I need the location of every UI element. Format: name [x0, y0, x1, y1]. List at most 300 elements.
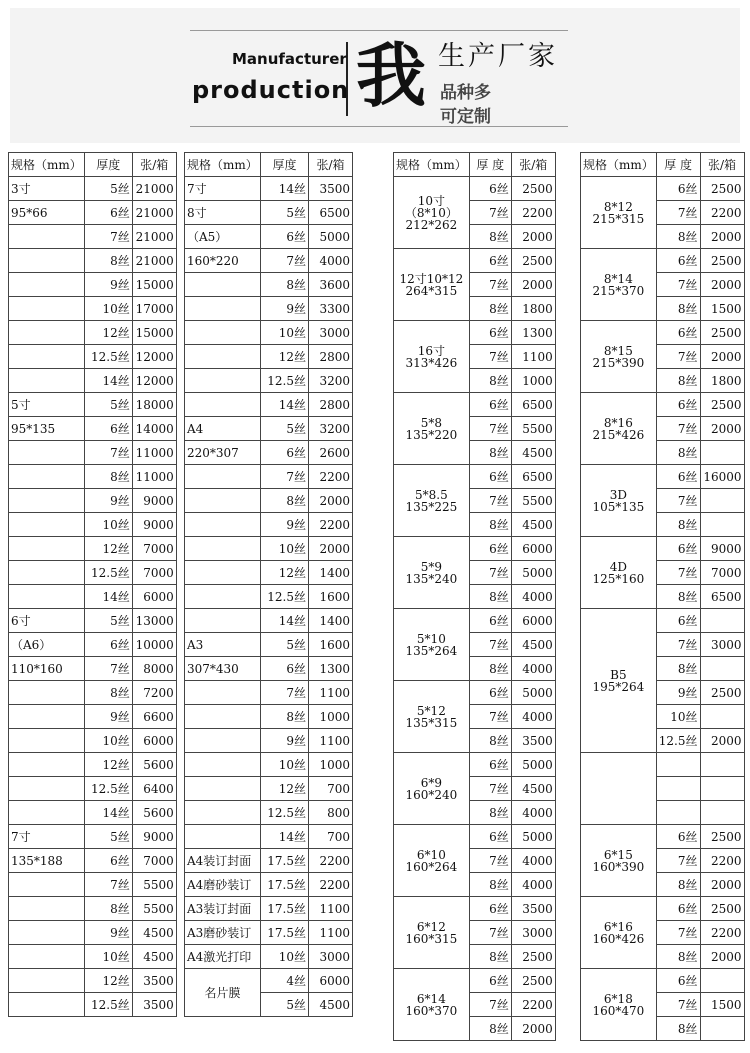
- header-qty: 张/箱: [309, 153, 353, 177]
- qty-cell: [700, 705, 744, 729]
- table-header-row: [185, 153, 353, 177]
- spec-line: 8*12: [603, 199, 633, 214]
- table-row: [9, 249, 177, 273]
- table-row: [9, 537, 177, 561]
- header-thickness: 厚度: [261, 153, 309, 177]
- thickness-cell: 7丝: [656, 201, 700, 225]
- spec-cell: [185, 465, 261, 489]
- thickness-cell: 8丝: [656, 369, 700, 393]
- thickness-cell: 10丝: [84, 513, 132, 537]
- qty-cell: 1300: [511, 321, 555, 345]
- qty-cell: 700: [309, 777, 353, 801]
- spec-cell: [581, 465, 657, 537]
- table-row: [185, 729, 353, 753]
- table-row: [185, 657, 353, 681]
- thickness-cell: 6丝: [469, 177, 511, 201]
- qty-cell: 4000: [511, 705, 555, 729]
- table-row: [394, 969, 556, 993]
- spec-cell: [9, 465, 85, 489]
- qty-cell: 3500: [309, 177, 353, 201]
- spec-cell: [394, 249, 470, 321]
- qty-cell: 6500: [511, 465, 555, 489]
- spec-line: 10寸: [417, 193, 446, 208]
- table-row: [185, 177, 353, 201]
- qty-cell: 2200: [700, 201, 744, 225]
- qty-cell: [700, 969, 744, 993]
- spec-cell: [394, 321, 470, 393]
- thickness-cell: 9丝: [261, 729, 309, 753]
- table-row: [185, 945, 353, 969]
- qty-cell: 1800: [700, 369, 744, 393]
- thickness-cell: 5丝: [84, 393, 132, 417]
- thickness-cell: 7丝: [656, 633, 700, 657]
- thickness-cell: 8丝: [261, 489, 309, 513]
- thickness-cell: 6丝: [84, 849, 132, 873]
- spec-cell: [9, 873, 85, 897]
- thickness-cell: 12.5丝: [261, 369, 309, 393]
- table-row: [9, 897, 177, 921]
- thickness-cell: 9丝: [261, 513, 309, 537]
- table-row: [185, 633, 353, 657]
- qty-cell: 3500: [511, 729, 555, 753]
- spec-cell: [185, 825, 261, 849]
- qty-cell: 3200: [309, 417, 353, 441]
- thickness-cell: 6丝: [656, 321, 700, 345]
- spec-cell: [9, 585, 85, 609]
- qty-cell: 1100: [511, 345, 555, 369]
- qty-cell: 2500: [700, 177, 744, 201]
- thickness-cell: 8丝: [84, 897, 132, 921]
- thickness-cell: 12.5丝: [84, 777, 132, 801]
- table-row: [9, 393, 177, 417]
- thickness-cell: 7丝: [469, 633, 511, 657]
- spec-line: 5*10: [416, 631, 446, 646]
- spec-line: 215*315: [592, 211, 645, 226]
- qty-cell: 1400: [309, 561, 353, 585]
- spec-cell: [9, 921, 85, 945]
- spec-line: 160*426: [592, 931, 645, 946]
- qty-cell: 1000: [511, 369, 555, 393]
- table-row: [9, 969, 177, 993]
- table-row: [185, 705, 353, 729]
- thickness-cell: 6丝: [469, 969, 511, 993]
- thickness-cell: 7丝: [656, 993, 700, 1017]
- spec-cell: [394, 609, 470, 681]
- thickness-cell: 10丝: [261, 945, 309, 969]
- spec-table-3: [393, 152, 556, 1041]
- qty-cell: 3000: [309, 321, 353, 345]
- spec-line: 5*9: [420, 559, 443, 574]
- table-row: [9, 921, 177, 945]
- qty-cell: 14000: [132, 417, 176, 441]
- spec-cell: 307*430: [185, 657, 261, 681]
- thickness-cell: 6丝: [84, 633, 132, 657]
- spec-cell: [9, 489, 85, 513]
- thickness-cell: 14丝: [84, 585, 132, 609]
- thickness-cell: 6丝: [469, 897, 511, 921]
- thickness-cell: 8丝: [84, 465, 132, 489]
- qty-cell: 11000: [132, 465, 176, 489]
- thickness-cell: 7丝: [656, 561, 700, 585]
- table-row: [185, 897, 353, 921]
- spec-line: 8*16: [603, 415, 633, 430]
- thickness-cell: 17.5丝: [261, 849, 309, 873]
- qty-cell: [700, 513, 744, 537]
- qty-cell: 21000: [132, 201, 176, 225]
- spec-line: 6*14: [416, 991, 446, 1006]
- spec-cell: [9, 513, 85, 537]
- table-row: [394, 393, 556, 417]
- qty-cell: 4000: [511, 657, 555, 681]
- thickness-cell: 7丝: [261, 681, 309, 705]
- spec-line: 3D: [609, 487, 628, 502]
- qty-cell: 18000: [132, 393, 176, 417]
- spec-line: B5: [610, 667, 627, 682]
- qty-cell: [700, 489, 744, 513]
- spec-cell: [9, 729, 85, 753]
- spec-cell: [581, 321, 657, 393]
- thickness-cell: 8丝: [469, 441, 511, 465]
- thickness-cell: 8丝: [656, 945, 700, 969]
- spec-cell: [9, 249, 85, 273]
- table-row: [9, 273, 177, 297]
- qty-cell: 2500: [511, 945, 555, 969]
- table-row: [185, 489, 353, 513]
- thickness-cell: 5丝: [261, 993, 309, 1017]
- qty-cell: 7000: [700, 561, 744, 585]
- table-row: [581, 609, 745, 633]
- qty-cell: 7000: [132, 561, 176, 585]
- table-row: [185, 297, 353, 321]
- table-row: [394, 753, 556, 777]
- qty-cell: 6500: [309, 201, 353, 225]
- thickness-cell: 6丝: [469, 465, 511, 489]
- table-row: [394, 177, 556, 201]
- thickness-cell: 17.5丝: [261, 921, 309, 945]
- thickness-cell: 8丝: [656, 873, 700, 897]
- qty-cell: 1100: [309, 897, 353, 921]
- thickness-cell: 7丝: [84, 441, 132, 465]
- qty-cell: 5500: [511, 489, 555, 513]
- table-row: [394, 609, 556, 633]
- qty-cell: 1100: [309, 681, 353, 705]
- qty-cell: 700: [309, 825, 353, 849]
- qty-cell: 3200: [309, 369, 353, 393]
- thickness-cell: 9丝: [84, 273, 132, 297]
- qty-cell: 4000: [511, 873, 555, 897]
- qty-cell: 2800: [309, 345, 353, 369]
- qty-cell: 1300: [309, 657, 353, 681]
- spec-line: 6*15: [603, 847, 633, 862]
- qty-cell: 1800: [511, 297, 555, 321]
- spec-line: 6*16: [603, 919, 633, 934]
- spec-cell: [9, 369, 85, 393]
- table-row: [394, 465, 556, 489]
- spec-cell: 名片膜: [185, 969, 261, 1017]
- spec-cell: A4装订封面: [185, 849, 261, 873]
- thickness-cell: 5丝: [261, 417, 309, 441]
- qty-cell: [700, 1017, 744, 1041]
- qty-cell: 2200: [309, 465, 353, 489]
- qty-cell: 4000: [511, 849, 555, 873]
- qty-cell: 4000: [309, 249, 353, 273]
- qty-cell: 2200: [511, 993, 555, 1017]
- table-row: [9, 417, 177, 441]
- table-row: [9, 633, 177, 657]
- thickness-cell: 6丝: [656, 249, 700, 273]
- qty-cell: 6000: [132, 729, 176, 753]
- table-row: [581, 393, 745, 417]
- spec-cell: （A5）: [185, 225, 261, 249]
- qty-cell: 4500: [511, 777, 555, 801]
- table-row: [185, 777, 353, 801]
- thickness-cell: 7丝: [656, 345, 700, 369]
- thickness-cell: 6丝: [656, 177, 700, 201]
- table-row: [185, 537, 353, 561]
- spec-line: 215*370: [592, 283, 645, 298]
- header-top-rule: [190, 30, 568, 31]
- table-row: [9, 321, 177, 345]
- qty-cell: 5600: [132, 753, 176, 777]
- qty-cell: 3500: [132, 969, 176, 993]
- thickness-cell: 9丝: [84, 921, 132, 945]
- qty-cell: 1000: [309, 753, 353, 777]
- spec-cell: [581, 609, 657, 753]
- spec-cell: [9, 681, 85, 705]
- qty-cell: 2200: [309, 873, 353, 897]
- qty-cell: 1600: [309, 585, 353, 609]
- qty-cell: 15000: [132, 273, 176, 297]
- thickness-cell: 14丝: [84, 801, 132, 825]
- thickness-cell: 5丝: [261, 633, 309, 657]
- thickness-cell: 12.5丝: [261, 801, 309, 825]
- spec-table-1: [8, 152, 177, 1017]
- thickness-cell: 6丝: [656, 393, 700, 417]
- thickness-cell: 10丝: [656, 705, 700, 729]
- thickness-cell: 7丝: [469, 201, 511, 225]
- thickness-cell: [656, 801, 700, 825]
- qty-cell: 7000: [132, 849, 176, 873]
- table-row: [185, 585, 353, 609]
- qty-cell: 3600: [309, 273, 353, 297]
- thickness-cell: 12丝: [84, 753, 132, 777]
- thickness-cell: 12丝: [261, 777, 309, 801]
- qty-cell: 2500: [511, 177, 555, 201]
- thickness-cell: 10丝: [84, 945, 132, 969]
- table-row: [185, 681, 353, 705]
- table-row: [185, 561, 353, 585]
- spec-cell: [581, 969, 657, 1041]
- thickness-cell: 6丝: [656, 969, 700, 993]
- qty-cell: 6500: [700, 585, 744, 609]
- thickness-cell: 17.5丝: [261, 897, 309, 921]
- qty-cell: 2500: [700, 897, 744, 921]
- thickness-cell: 7丝: [469, 273, 511, 297]
- spec-cell: [185, 705, 261, 729]
- qty-cell: 8000: [132, 657, 176, 681]
- spec-line: 4D: [609, 559, 628, 574]
- header-big-char: 我: [356, 35, 426, 117]
- thickness-cell: 9丝: [84, 489, 132, 513]
- qty-cell: 2600: [309, 441, 353, 465]
- header-thickness: 厚度: [84, 153, 132, 177]
- qty-cell: 6500: [511, 393, 555, 417]
- qty-cell: 6000: [511, 609, 555, 633]
- table-row: [9, 777, 177, 801]
- qty-cell: 13000: [132, 609, 176, 633]
- thickness-cell: 14丝: [261, 609, 309, 633]
- spec-cell: [394, 393, 470, 465]
- spec-cell: [185, 561, 261, 585]
- spec-cell: [9, 777, 85, 801]
- spec-cell: [185, 609, 261, 633]
- thickness-cell: 6丝: [469, 825, 511, 849]
- spec-cell: [9, 753, 85, 777]
- spec-line: 215*426: [592, 427, 645, 442]
- spec-line: 16寸: [417, 343, 446, 358]
- qty-cell: 3500: [132, 993, 176, 1017]
- qty-cell: 2200: [700, 849, 744, 873]
- table-row: [9, 441, 177, 465]
- table-header-row: [9, 153, 177, 177]
- spec-cell: [9, 561, 85, 585]
- spec-line: 160*370: [405, 1003, 458, 1018]
- qty-cell: 5000: [309, 225, 353, 249]
- table-row: [9, 345, 177, 369]
- qty-cell: 3300: [309, 297, 353, 321]
- qty-cell: 21000: [132, 225, 176, 249]
- thickness-cell: 14丝: [84, 369, 132, 393]
- table-row: [9, 177, 177, 201]
- qty-cell: 1000: [309, 705, 353, 729]
- spec-line: 12寸10*12: [399, 271, 464, 286]
- spec-cell: A4激光打印: [185, 945, 261, 969]
- qty-cell: 3000: [700, 633, 744, 657]
- spec-cell: [394, 177, 470, 249]
- thickness-cell: 12丝: [84, 537, 132, 561]
- qty-cell: 4000: [511, 585, 555, 609]
- qty-cell: 10000: [132, 633, 176, 657]
- table-row: [9, 705, 177, 729]
- spec-cell: [185, 273, 261, 297]
- spec-cell: [581, 249, 657, 321]
- thickness-cell: 7丝: [469, 921, 511, 945]
- qty-cell: [700, 777, 744, 801]
- table-row: [185, 249, 353, 273]
- table-row: [185, 825, 353, 849]
- thickness-cell: 8丝: [469, 1017, 511, 1041]
- thickness-cell: 12丝: [84, 969, 132, 993]
- thickness-cell: 12.5丝: [84, 561, 132, 585]
- table-row: [9, 801, 177, 825]
- thickness-cell: 4丝: [261, 969, 309, 993]
- table-row: [185, 393, 353, 417]
- table-row: [9, 201, 177, 225]
- spec-table-4: [580, 152, 745, 1041]
- qty-cell: 4500: [511, 633, 555, 657]
- table-row: [9, 513, 177, 537]
- qty-cell: 1600: [309, 633, 353, 657]
- qty-cell: 16000: [700, 465, 744, 489]
- thickness-cell: 8丝: [656, 1017, 700, 1041]
- thickness-cell: 5丝: [84, 609, 132, 633]
- qty-cell: 2000: [700, 729, 744, 753]
- qty-cell: 11000: [132, 441, 176, 465]
- thickness-cell: 6丝: [469, 681, 511, 705]
- spec-cell: [185, 345, 261, 369]
- spec-line: 135*240: [405, 571, 458, 586]
- qty-cell: 1500: [700, 297, 744, 321]
- table-row: [581, 969, 745, 993]
- spec-cell: [185, 681, 261, 705]
- header-line2: 品种多: [440, 83, 491, 103]
- thickness-cell: 12丝: [261, 345, 309, 369]
- thickness-cell: 7丝: [469, 849, 511, 873]
- spec-cell: 7寸: [9, 825, 85, 849]
- spec-cell: 135*188: [9, 849, 85, 873]
- spec-line: 6*10: [416, 847, 446, 862]
- table-row: [185, 369, 353, 393]
- table-header-row: [581, 153, 745, 177]
- qty-cell: 4500: [132, 921, 176, 945]
- spec-line: 8*14: [603, 271, 633, 286]
- qty-cell: [700, 609, 744, 633]
- spec-cell: [394, 681, 470, 753]
- spec-line: 135*264: [405, 643, 458, 658]
- qty-cell: 4000: [511, 801, 555, 825]
- qty-cell: 2500: [511, 969, 555, 993]
- spec-cell: [394, 753, 470, 825]
- header-line1: 生产厂家: [438, 41, 558, 72]
- thickness-cell: 8丝: [261, 273, 309, 297]
- thickness-cell: 10丝: [261, 537, 309, 561]
- spec-line: 135*220: [405, 427, 458, 442]
- thickness-cell: 7丝: [469, 561, 511, 585]
- thickness-cell: 5丝: [261, 201, 309, 225]
- thickness-cell: 12丝: [84, 321, 132, 345]
- qty-cell: 12000: [132, 369, 176, 393]
- qty-cell: 2000: [700, 273, 744, 297]
- spec-cell: [394, 969, 470, 1041]
- qty-cell: 1400: [309, 609, 353, 633]
- qty-cell: 2500: [700, 825, 744, 849]
- header-thickness: 厚 度: [469, 153, 511, 177]
- spec-cell: [394, 825, 470, 897]
- table-row: [9, 657, 177, 681]
- spec-cell: A4: [185, 417, 261, 441]
- qty-cell: 5000: [511, 681, 555, 705]
- spec-line: 212*262: [405, 217, 458, 232]
- spec-cell: 110*160: [9, 657, 85, 681]
- spec-line: 5*12: [416, 703, 446, 718]
- table-row: [185, 465, 353, 489]
- qty-cell: 7200: [132, 681, 176, 705]
- spec-line: 195*264: [592, 679, 645, 694]
- qty-cell: [700, 801, 744, 825]
- thickness-cell: 7丝: [84, 225, 132, 249]
- qty-cell: 5500: [511, 417, 555, 441]
- spec-cell: [9, 225, 85, 249]
- qty-cell: 2200: [511, 201, 555, 225]
- qty-cell: 2000: [511, 273, 555, 297]
- thickness-cell: 12.5丝: [656, 729, 700, 753]
- header-line3: 可定制: [440, 107, 491, 127]
- qty-cell: 5500: [132, 873, 176, 897]
- thickness-cell: 7丝: [261, 249, 309, 273]
- qty-cell: 2000: [700, 417, 744, 441]
- table-row: [185, 849, 353, 873]
- table-row: [185, 441, 353, 465]
